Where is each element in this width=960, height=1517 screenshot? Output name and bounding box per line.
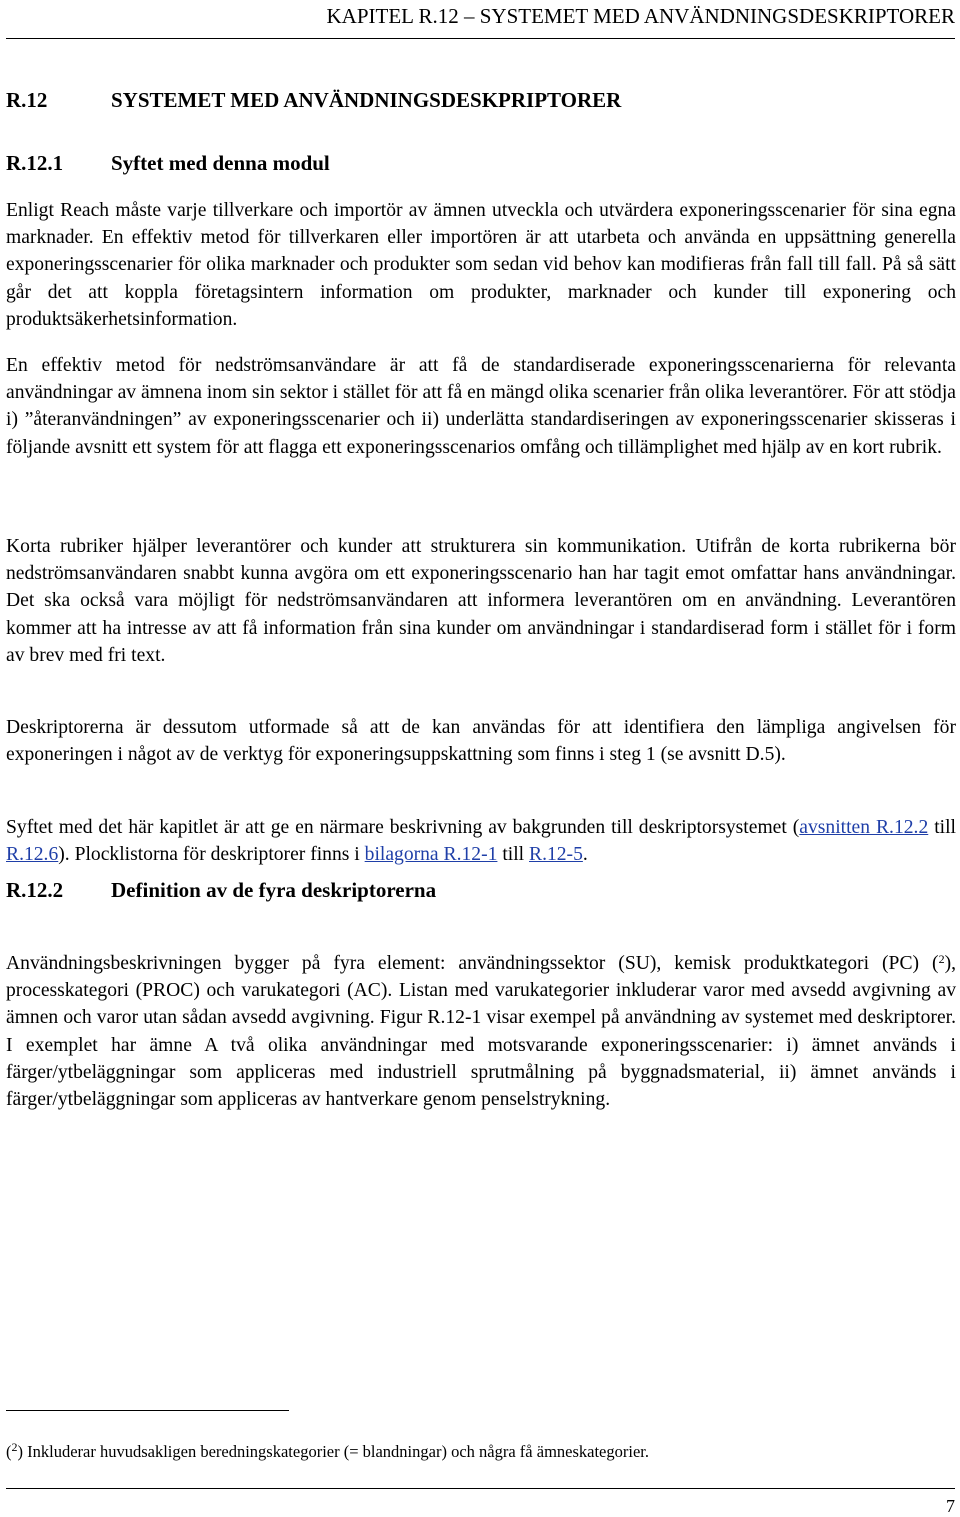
text-run: till bbox=[928, 817, 956, 838]
section-title: Definition av de fyra deskriptorerna bbox=[111, 878, 437, 902]
link-r12-6[interactable]: R.12.6 bbox=[6, 844, 59, 866]
footer-divider bbox=[6, 1488, 955, 1489]
text-run: ). Plocklistorna för deskriptorer finns i bbox=[58, 844, 365, 866]
footnote-marker: 2 bbox=[11, 1440, 18, 1454]
paragraph-6 bbox=[6, 950, 956, 1113]
section-heading-r12-1 bbox=[6, 149, 956, 177]
section-title: Syftet med denna modul bbox=[111, 151, 330, 175]
footnote bbox=[6, 1440, 956, 1464]
section-heading-r12-2 bbox=[6, 876, 956, 904]
paragraph-3: Korta rubriker hjälper leverantörer och kunder att strukturera sin kommunikation. Utifrån de korta rubrikerna bör nedströmsanvändaren snabbt kunna avgöra om ett exponeringsscenario han har tagit emot omfattar hans användningar. Det ska också vara möjligt för nedströmsanvändaren att informera leverantören om en användning. Leverantören kommer att ha intresse av att få information från sina kunder om användningar i standardiserad form i stället för i form av brev med fri text. bbox=[6, 536, 956, 666]
header-divider bbox=[6, 38, 955, 39]
text-run: till bbox=[497, 844, 529, 866]
page-number: 7 bbox=[946, 1496, 955, 1516]
paragraph-1: Enligt Reach måste varje tillverkare och importör av ämnen utveckla och utvärdera exponeringsscenarier för sina egna marknader. En effektiv metod för tillverkaren eller importören är att utarbeta och använda en uppsättning generella exponeringsscenarier för olika marknader och produkter som sedan vid behov kan modifieras från fall till fall. På så sätt går det att koppla företagsintern information om produkter, marknader och kunder till exponering och produktsäkerhetsinformation. bbox=[6, 200, 956, 330]
paragraph-5 bbox=[6, 814, 956, 868]
section-title: SYSTEMET MED ANVÄNDNINGSDESKPRIPTORER bbox=[111, 88, 622, 112]
running-header: KAPITEL R.12 – SYSTEMET MED ANVÄNDNINGSDESKRIPTORER bbox=[326, 4, 955, 28]
link-r12-5[interactable]: R.12-5 bbox=[529, 844, 583, 866]
footnote-divider bbox=[6, 1410, 289, 1411]
footnote-reference: 2 bbox=[938, 952, 945, 966]
link-avsnitten-r12-2[interactable]: avsnitten R.12.2 bbox=[799, 817, 929, 838]
text-run: Användningsbeskrivningen bygger på fyra element: användningssektor (SU), kemisk produktkategori (PC) ( bbox=[6, 953, 939, 974]
section-heading-r12 bbox=[6, 86, 956, 114]
text-run: Syftet med det här kapitlet är att ge en närmare beskrivning av bakgrunden till deskriptorsystemet ( bbox=[6, 817, 800, 838]
paragraph-2: En effektiv metod för nedströmsanvändare är att få de standardiserade exponeringsscenarierna för relevanta användningar av ämnena inom sin sektor i stället för att få en mängd olika scenarier från olika leverantörer. För att stödja i) ”återanvändningen” av exponeringsscenarier och ii) underlätta standardiseringen av exponeringsscenarier skisseras i följande avsnitt ett system för att flagga ett exponeringsscenarios omfång och tillämplighet med hjälp av en kort rubrik. bbox=[6, 355, 956, 458]
footnote-paren-close: ) bbox=[17, 1442, 23, 1461]
text-run: ), processkategori (PROC) och varukategori (AC). Listan med varukategorier inkluderar varor med avsedd avgivning av ämnen och varor utan sådan avsedd avgivning. Figur R.12-1 visar exempel på användning av systemet med deskriptorer. I exemplet har ämne A två olika användningar med motsvarande exponeringsscenarier: i) ämnet används i färger/ytbeläggningar som appliceras med industriell sprutmålning på byggnadsmaterial, ii) ämnet används i färger/ytbeläggningar som appliceras av hantverkare genom penselstrykning. bbox=[6, 953, 956, 1111]
link-bilagorna-r12-1[interactable]: bilagorna R.12-1 bbox=[364, 844, 498, 866]
paragraph-4: Deskriptorerna är dessutom utformade så att de kan användas för att identifiera den lämpliga angivelsen för exponeringen i något av de verktyg för exponeringsuppskattning som finns i steg 1 (se avsnitt D.5). bbox=[6, 717, 956, 766]
section-number: R.12.1 bbox=[6, 151, 64, 175]
text-run: . bbox=[582, 844, 588, 866]
footnote-paren-open: ( bbox=[6, 1442, 12, 1461]
footnote-text: Inkluderar huvudsakligen beredningskategorier (= blandningar) och några få ämneskategorier. bbox=[23, 1442, 649, 1461]
section-number: R.12.2 bbox=[6, 878, 64, 902]
section-number: R.12 bbox=[6, 88, 48, 112]
